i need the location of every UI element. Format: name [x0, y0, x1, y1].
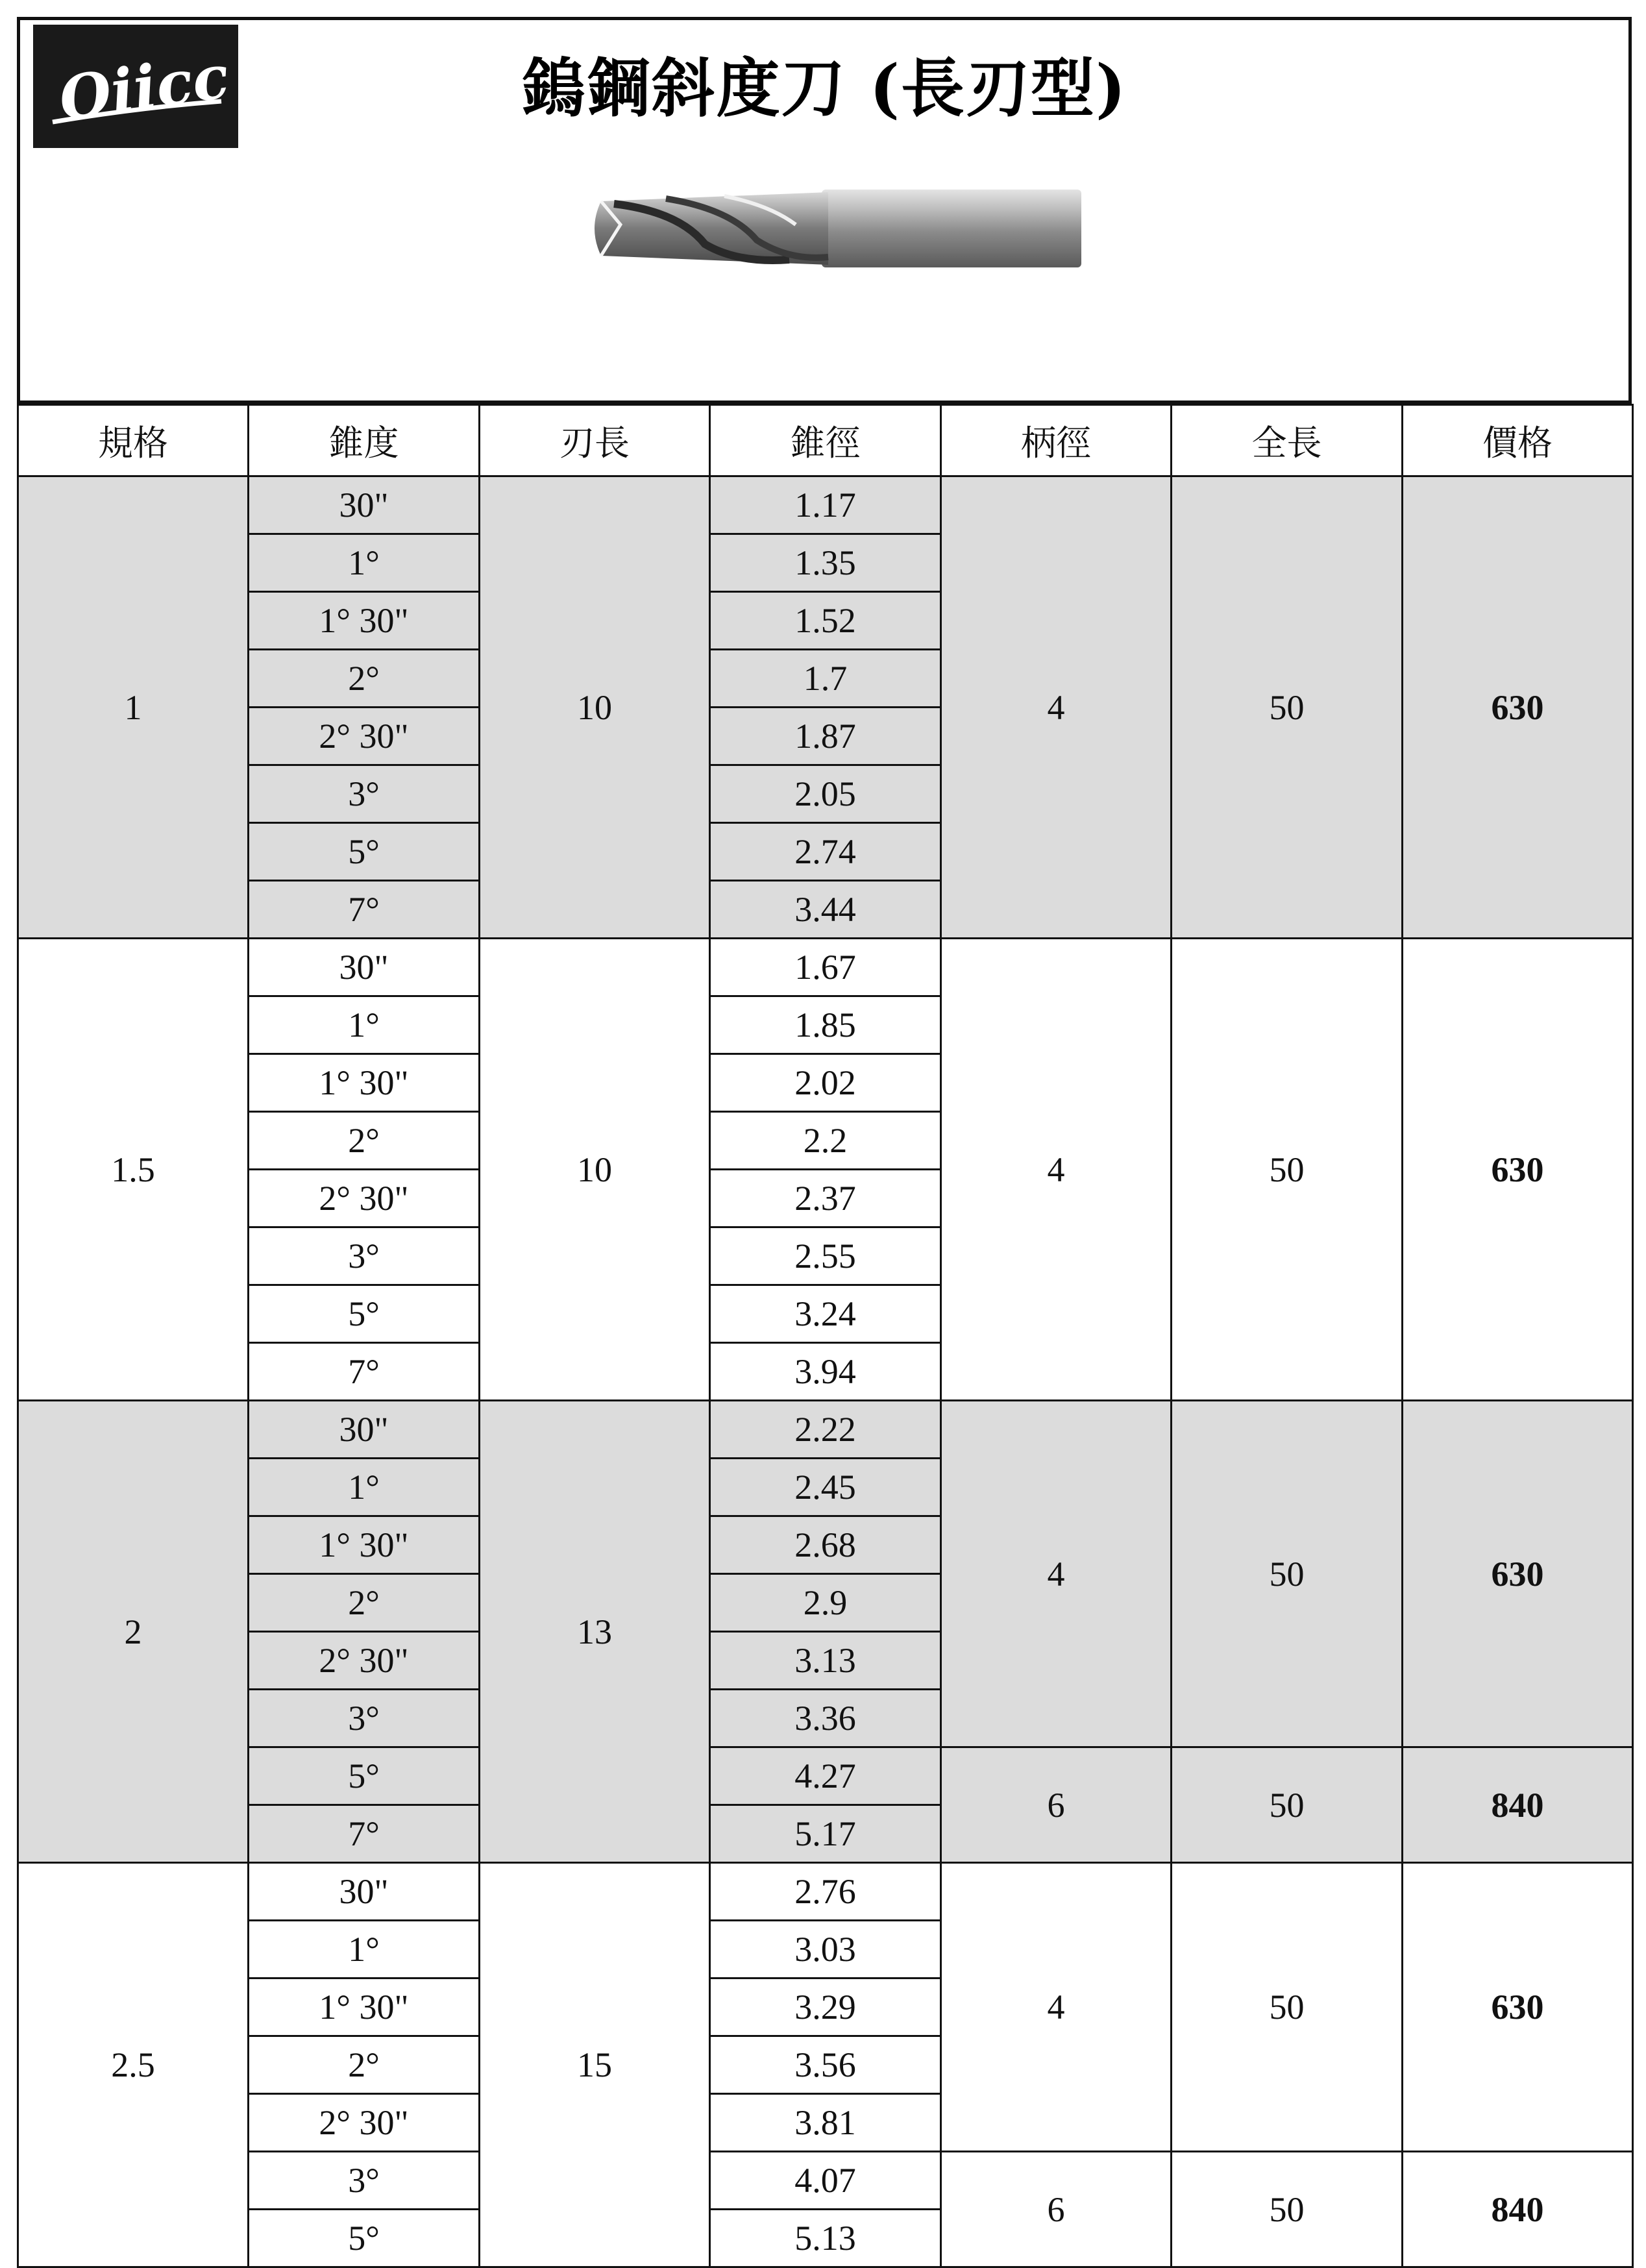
spec-cell: 2.5: [18, 1863, 249, 2267]
taper-diameter-cell: 2.74: [710, 823, 941, 881]
overall-length-cell: 50: [1172, 2152, 1403, 2267]
taper-diameter-cell: 3.03: [710, 1921, 941, 1978]
blade-length-cell: 13: [480, 1401, 710, 1863]
taper-diameter-cell: 3.24: [710, 1285, 941, 1343]
col-header-blade-length: 刃長: [480, 405, 710, 476]
taper-diameter-cell: 5.13: [710, 2210, 941, 2267]
spec-table: [17, 404, 1634, 2268]
taper-cell: 30": [249, 476, 480, 534]
taper-cell: 1° 30": [249, 1516, 480, 1574]
taper-diameter-cell: 4.07: [710, 2152, 941, 2210]
taper-cell: 1° 30": [249, 592, 480, 650]
col-header-overall-length: 全長: [1172, 405, 1403, 476]
overall-length-cell: 50: [1172, 1747, 1403, 1863]
taper-diameter-cell: 1.7: [710, 650, 941, 708]
col-header-spec: 規格: [18, 405, 249, 476]
spec-cell: 1.5: [18, 939, 249, 1401]
overall-length-cell: 50: [1172, 939, 1403, 1401]
table-body: [18, 476, 1633, 2267]
spec-cell: 2: [18, 1401, 249, 1863]
taper-diameter-cell: 3.81: [710, 2094, 941, 2152]
taper-diameter-cell: 3.56: [710, 2036, 941, 2094]
price-cell: 840: [1403, 2152, 1633, 2267]
taper-diameter-cell: 1.67: [710, 939, 941, 996]
svg-text:Oiicc: Oiicc: [55, 41, 234, 134]
taper-diameter-cell: 3.29: [710, 1978, 941, 2036]
taper-cell: 1°: [249, 1921, 480, 1978]
col-header-taper-diameter: 錐徑: [710, 405, 941, 476]
blade-length-cell: 10: [480, 476, 710, 939]
taper-cell: 5°: [249, 1747, 480, 1805]
shank-diameter-cell: 4: [941, 476, 1172, 939]
shank-diameter-cell: 6: [941, 1747, 1172, 1863]
taper-diameter-cell: 2.9: [710, 1574, 941, 1632]
taper-diameter-cell: 2.68: [710, 1516, 941, 1574]
taper-diameter-cell: 2.05: [710, 765, 941, 823]
taper-diameter-cell: 2.2: [710, 1112, 941, 1170]
taper-cell: 7°: [249, 1805, 480, 1863]
taper-diameter-cell: 2.45: [710, 1459, 941, 1516]
table-row: [18, 1747, 1633, 1805]
taper-cell: 3°: [249, 2152, 480, 2210]
taper-cell: 2°: [249, 1574, 480, 1632]
taper-diameter-cell: 2.37: [710, 1170, 941, 1227]
taper-cell: 2° 30": [249, 1632, 480, 1690]
overall-length-cell: 50: [1172, 1401, 1403, 1747]
taper-diameter-cell: 2.22: [710, 1401, 941, 1459]
table-row: [18, 1863, 1633, 1921]
spec-cell: 1: [18, 476, 249, 939]
taper-cell: 2°: [249, 2036, 480, 2094]
taper-cell: 1°: [249, 534, 480, 592]
table-row: [18, 476, 1633, 534]
table-row: [18, 1401, 1633, 1459]
shank-diameter-cell: 6: [941, 2152, 1172, 2267]
taper-cell: 2°: [249, 1112, 480, 1170]
taper-diameter-cell: 3.94: [710, 1343, 941, 1401]
taper-diameter-cell: 2.55: [710, 1227, 941, 1285]
overall-length-cell: 50: [1172, 1863, 1403, 2152]
taper-cell: 1°: [249, 996, 480, 1054]
taper-diameter-cell: 3.36: [710, 1690, 941, 1747]
col-header-price: 價格: [1403, 405, 1633, 476]
taper-cell: 7°: [249, 1343, 480, 1401]
table-header-row: [18, 405, 1633, 476]
shank-diameter-cell: 4: [941, 939, 1172, 1401]
table-row: [18, 939, 1633, 996]
shank-diameter-cell: 4: [941, 1401, 1172, 1747]
taper-diameter-cell: 1.85: [710, 996, 941, 1054]
taper-cell: 30": [249, 1863, 480, 1921]
col-header-taper: 錐度: [249, 405, 480, 476]
taper-diameter-cell: 2.02: [710, 1054, 941, 1112]
taper-diameter-cell: 1.35: [710, 534, 941, 592]
taper-cell: 3°: [249, 1227, 480, 1285]
taper-cell: 30": [249, 939, 480, 996]
end-mill-cutter-image: [575, 173, 1088, 284]
blade-length-cell: 10: [480, 939, 710, 1401]
taper-diameter-cell: 1.52: [710, 592, 941, 650]
shank-diameter-cell: 4: [941, 1863, 1172, 2152]
taper-cell: 7°: [249, 881, 480, 939]
taper-diameter-cell: 2.76: [710, 1863, 941, 1921]
taper-diameter-cell: 3.44: [710, 881, 941, 939]
taper-cell: 2° 30": [249, 708, 480, 765]
taper-diameter-cell: 4.27: [710, 1747, 941, 1805]
price-cell: 840: [1403, 1747, 1633, 1863]
taper-cell: 30": [249, 1401, 480, 1459]
taper-diameter-cell: 1.87: [710, 708, 941, 765]
price-cell: 630: [1403, 939, 1633, 1401]
taper-cell: 2°: [249, 650, 480, 708]
taper-cell: 5°: [249, 1285, 480, 1343]
taper-cell: 1° 30": [249, 1054, 480, 1112]
taper-cell: 3°: [249, 1690, 480, 1747]
page-title: 鎢鋼斜度刀 (長刃型): [521, 51, 1127, 126]
col-header-shank-diameter: 柄徑: [941, 405, 1172, 476]
overall-length-cell: 50: [1172, 476, 1403, 939]
taper-cell: 5°: [249, 2210, 480, 2267]
taper-cell: 3°: [249, 765, 480, 823]
taper-diameter-cell: 3.13: [710, 1632, 941, 1690]
taper-cell: 2° 30": [249, 2094, 480, 2152]
taper-diameter-cell: 1.17: [710, 476, 941, 534]
price-cell: 630: [1403, 476, 1633, 939]
taper-cell: 2° 30": [249, 1170, 480, 1227]
taper-cell: 1° 30": [249, 1978, 480, 2036]
price-cell: 630: [1403, 1401, 1633, 1747]
table-row: [18, 2152, 1633, 2210]
blade-length-cell: 15: [480, 1863, 710, 2267]
taper-diameter-cell: 5.17: [710, 1805, 941, 1863]
taper-cell: 5°: [249, 823, 480, 881]
taper-cell: 1°: [249, 1459, 480, 1516]
price-cell: 630: [1403, 1863, 1633, 2152]
page-header: [17, 17, 1632, 404]
